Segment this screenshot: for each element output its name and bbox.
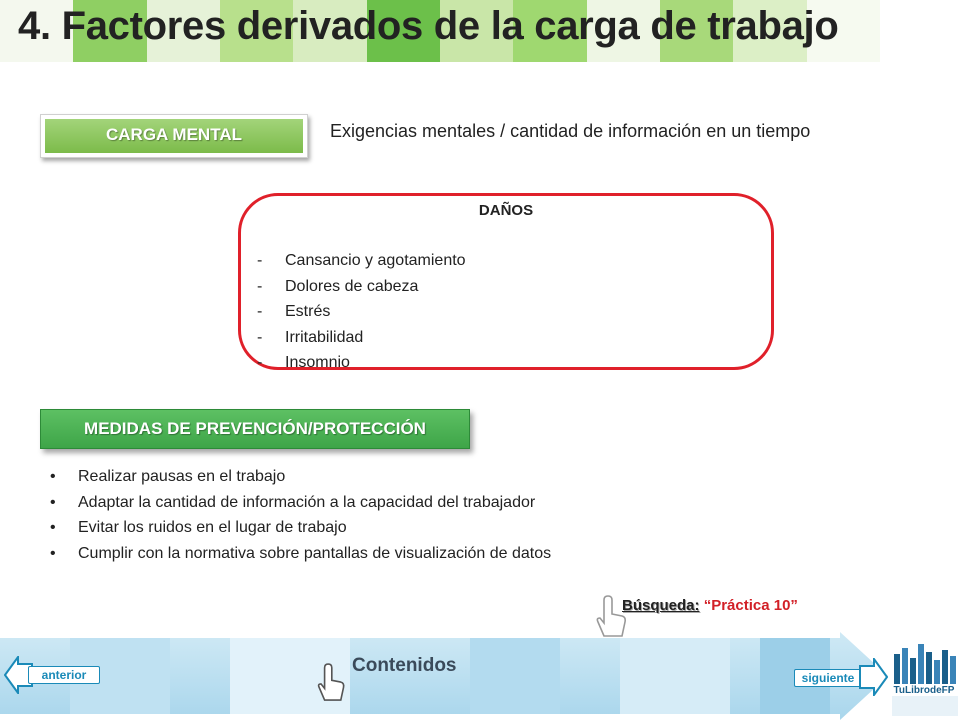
medidas-item-text: Realizar pausas en el trabajo: [78, 468, 286, 485]
list-item: • Cumplir con la normativa sobre pantallas de visualización de datos: [50, 544, 552, 562]
page-title: 4. Factores derivados de la carga de trabajo: [18, 4, 839, 48]
logo-text: TuLibrodeFP: [893, 685, 955, 696]
contenidos-link[interactable]: Contenidos: [352, 655, 457, 676]
busqueda-label: Búsqueda:: [622, 597, 700, 614]
danos-box: [238, 193, 774, 370]
medidas-item-text: Adaptar la cantidad de información a la capacidad del trabajador: [78, 493, 536, 511]
list-item: - Estrés: [257, 303, 331, 320]
list-item: • Evitar los ruidos en el lugar de trabajo: [50, 519, 347, 536]
danos-item-text: Dolores de cabeza: [285, 277, 419, 295]
arrow-right-icon[interactable]: [858, 658, 888, 696]
medidas-list: [50, 464, 551, 566]
danos-list: [257, 248, 466, 376]
anterior-button[interactable]: anterior: [28, 666, 100, 684]
busqueda-link[interactable]: [622, 597, 798, 614]
danos-item-text: Estrés: [285, 303, 331, 320]
list-item: - Insomnio: [257, 354, 350, 371]
tulibrodefp-logo: [888, 640, 960, 720]
list-item: • Adaptar la cantidad de información a la capacidad del trabajador: [50, 493, 536, 511]
carga-mental-label: CARGA MENTAL: [45, 119, 303, 153]
list-item: - Dolores de cabeza: [257, 277, 419, 295]
carga-mental-badge: [40, 114, 308, 158]
danos-item-text: Irritabilidad: [285, 328, 364, 346]
list-item: - Irritabilidad: [257, 328, 364, 346]
busqueda-value[interactable]: “Práctica 10”: [703, 597, 798, 614]
list-item: - Cansancio y agotamiento: [257, 252, 466, 269]
medidas-item-text: Evitar los ruidos en el lugar de trabajo: [78, 519, 347, 536]
medidas-item-text: Cumplir con la normativa sobre pantallas de visualización de datos: [78, 544, 552, 562]
siguiente-button[interactable]: siguiente: [794, 669, 862, 687]
danos-title: DAÑOS: [478, 202, 534, 219]
danos-item-text: Insomnio: [285, 354, 350, 371]
medidas-heading: MEDIDAS DE PREVENCIÓN/PROTECCIÓN: [40, 409, 470, 449]
list-item: • Realizar pausas en el trabajo: [50, 468, 286, 485]
exigencias-text: Exigencias mentales / cantidad de información en un tiempo: [330, 121, 811, 141]
contenidos-hand-icon[interactable]: [312, 660, 348, 706]
danos-item-text: Cansancio y agotamiento: [285, 252, 466, 269]
